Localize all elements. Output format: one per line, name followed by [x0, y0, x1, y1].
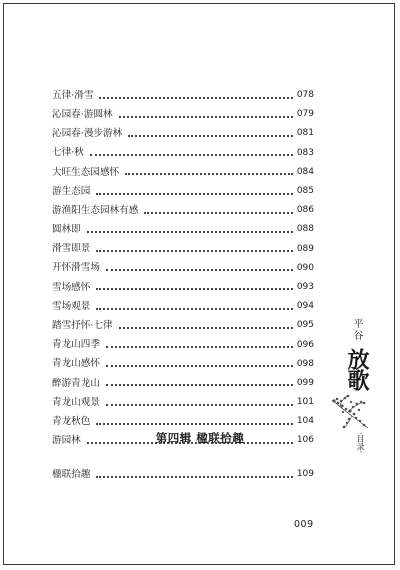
toc-entry[interactable]	[52, 412, 314, 431]
toc-entry[interactable]	[52, 259, 314, 278]
leader-dots	[128, 135, 293, 137]
toc-title: 青龙山观景	[52, 396, 100, 408]
toc-entry[interactable]	[52, 316, 314, 335]
toc-entry[interactable]	[52, 105, 314, 124]
toc-page: 099	[296, 377, 314, 388]
toc-page: 094	[296, 301, 314, 312]
toc-page: 088	[296, 224, 314, 235]
leader-dots	[125, 173, 293, 175]
toc-entry[interactable]	[52, 240, 314, 259]
section-heading: 第四辑 楹联拾趣	[155, 431, 245, 445]
side-subtitle: ·目录·	[356, 432, 365, 454]
page-number: 009	[294, 519, 314, 530]
toc-page: 089	[296, 243, 314, 254]
toc-page: 090	[296, 262, 314, 273]
toc-title: 踏雪抒怀·七律	[52, 320, 113, 332]
toc-title: 游园林	[52, 435, 81, 447]
toc-entry[interactable]	[52, 144, 314, 163]
toc-entry[interactable]	[52, 124, 314, 143]
toc-entry[interactable]	[52, 278, 314, 297]
toc-page: 098	[296, 358, 314, 369]
leader-dots	[119, 116, 293, 118]
toc-title: 圆林即	[52, 224, 81, 236]
side-title-small: 平谷	[351, 318, 362, 342]
toc-title: 青龙山感怀	[52, 358, 100, 370]
toc-page: 081	[296, 128, 314, 139]
toc-title: 大旺生态园感怀	[52, 166, 120, 178]
leader-dots	[106, 365, 293, 367]
toc-title: 游渔阳生态园林有感	[52, 204, 139, 216]
toc-entry[interactable]	[52, 86, 314, 105]
flower-ornament-icon	[326, 392, 372, 432]
toc-page: 083	[296, 147, 314, 158]
toc-title: 青龙秋色	[52, 415, 91, 427]
toc-page: 078	[296, 90, 314, 101]
toc-title: 雪场观景	[52, 300, 91, 312]
leader-dots	[96, 193, 293, 195]
toc-page: 106	[296, 435, 314, 446]
toc-page: 101	[296, 397, 314, 408]
toc-page: 093	[296, 281, 314, 292]
toc-entry[interactable]	[52, 182, 314, 201]
toc-title: 滑雪即景	[52, 243, 91, 255]
toc-title: 楹联拾趣	[52, 468, 91, 480]
toc-title: 青龙山四季	[52, 339, 100, 351]
leader-dots	[90, 154, 293, 156]
leader-dots	[99, 97, 293, 99]
toc-entry[interactable]	[52, 355, 314, 374]
toc-entry[interactable]	[52, 201, 314, 220]
leader-dots	[96, 423, 293, 425]
table-of-contents	[52, 86, 314, 451]
leader-dots	[106, 384, 293, 386]
toc-title: 开怀滑雪场	[52, 262, 100, 274]
toc-entry[interactable]	[52, 374, 314, 393]
toc-page: 095	[296, 320, 314, 331]
leader-dots	[144, 212, 293, 214]
toc-entry[interactable]	[52, 220, 314, 239]
toc-page: 104	[296, 416, 314, 427]
leader-dots	[96, 476, 293, 478]
toc-entry[interactable]	[52, 393, 314, 412]
side-title-big: 放歌	[344, 348, 370, 390]
leader-dots	[96, 308, 293, 310]
toc-entry[interactable]	[52, 163, 314, 182]
toc-title: 雪场感怀	[52, 281, 91, 293]
toc-title: 七律·秋	[52, 147, 84, 159]
leader-dots	[106, 346, 293, 348]
toc-title: 沁园春·游圆林	[52, 108, 113, 120]
toc-page: 085	[296, 186, 314, 197]
leader-dots	[87, 231, 293, 233]
table-of-contents-section-4	[52, 465, 314, 484]
leader-dots	[106, 404, 293, 406]
toc-page: 109	[296, 469, 314, 480]
leader-dots	[106, 269, 293, 271]
toc-page: 096	[296, 339, 314, 350]
toc-entry[interactable]	[52, 335, 314, 354]
toc-page: 084	[296, 166, 314, 177]
leader-dots	[119, 327, 293, 329]
toc-page: 079	[296, 109, 314, 120]
leader-dots	[96, 288, 293, 290]
toc-title: 沁园春·漫步游林	[52, 128, 123, 140]
toc-title: 游生态园	[52, 185, 91, 197]
leader-dots	[96, 250, 293, 252]
toc-title: 五律·滑雪	[52, 89, 94, 101]
toc-page: 086	[296, 205, 314, 216]
toc-title: 醉游青龙山	[52, 377, 100, 389]
toc-entry[interactable]	[52, 465, 314, 484]
toc-entry[interactable]	[52, 297, 314, 316]
